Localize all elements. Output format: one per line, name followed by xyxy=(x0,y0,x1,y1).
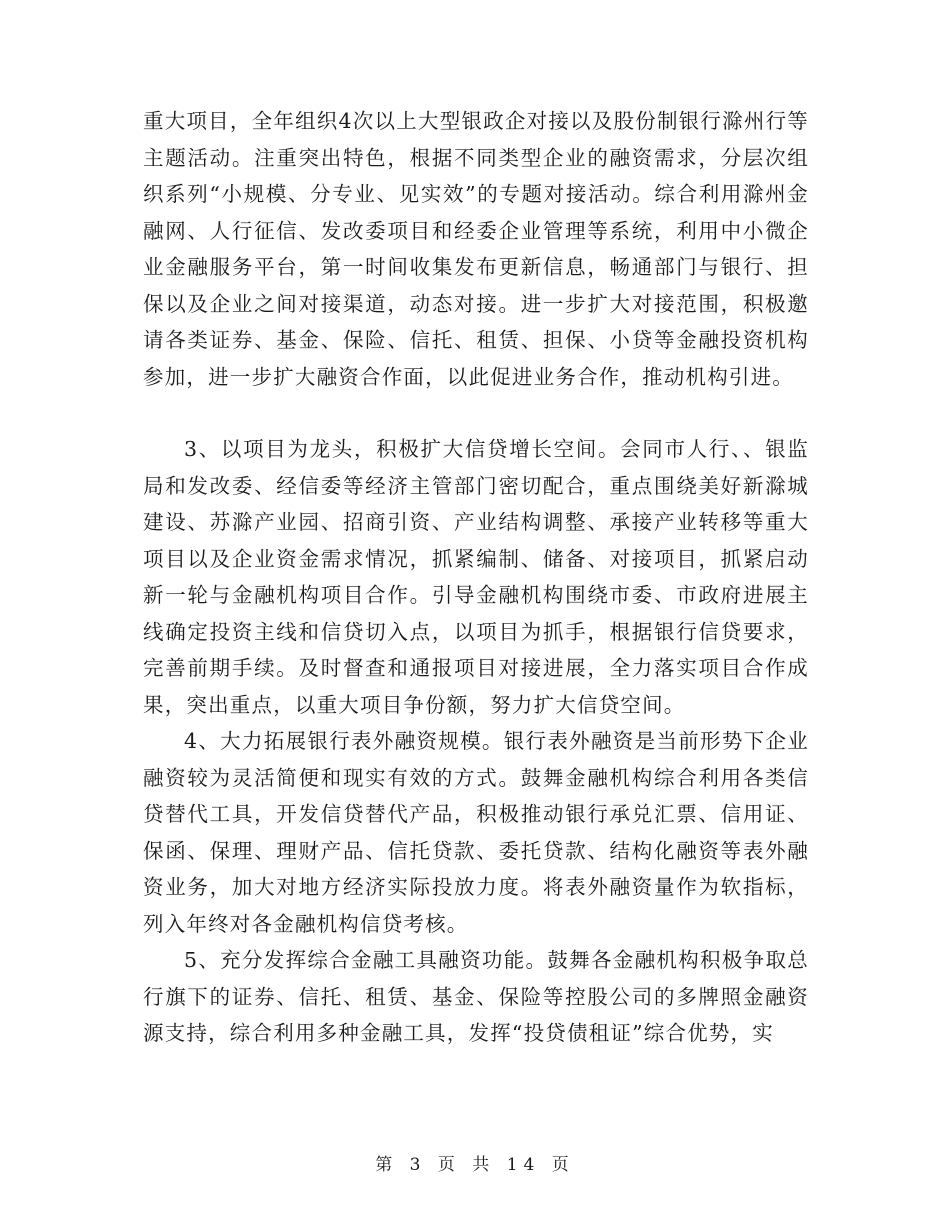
body-text xyxy=(143,103,809,1052)
paragraph-3: 3、以项目为龙头，积极扩大信贷增长空间。会同市人行、、银监局和发改委、经信委等经济主管部门密切配合，重点围绕美好新滁城建设、苏滁产业园、招商引资、产业结构调整、承接产业转移等重大项目以及企业资金需求情况，抓紧编制、储备、对接项目，抓紧启动新一轮与金融机构项目合作。引导金融机构围绕市委、市政府进展主线确定投资主线和信贷切入点，以项目为抓手，根据银行信贷要求，完善前期手续。及时督查和通报项目对接进展，全力落实项目合作成果，突出重点，以重大项目争份额，努力扩大信贷空间。 xyxy=(143,437,809,717)
paragraph-4: 4、大力拓展银行表外融资规模。银行表外融资是当前形势下企业融资较为灵活简便和现实有效的方式。鼓舞金融机构综合利用各类信贷替代工具，开发信贷替代产品，积极推动银行承兑汇票、信用证、保函、保理、理财产品、信托贷款、委托贷款、结构化融资等表外融资业务，加大对地方经济实际投放力度。将表外融资量作为软指标，列入年终对各金融机构信贷考核。 xyxy=(143,729,809,936)
paragraph-continuation: 重大项目，全年组织4次以上大型银政企对接以及股份制银行滁州行等主题活动。注重突出特色，根据不同类型企业的融资需求，分层次组织系列“小规模、分专业、见实效”的专题对接活动。综合利用滁州金融网、人行征信、发改委项目和经委企业管理等系统，利用中小微企业金融服务平台，第一时间收集发布更新信息，畅通部门与银行、担保以及企业之间对接渠道，动态对接。进一步扩大对接范围，积极邀请各类证券、基金、保险、信托、租赁、担保、小贷等金融投资机构参加，进一步扩大融资合作面，以此促进业务合作，推动机构引进。 xyxy=(143,109,809,389)
paragraph-5: 5、充分发挥综合金融工具融资功能。鼓舞各金融机构积极争取总行旗下的证券、信托、租赁、基金、保险等控股公司的多牌照金融资源支持，综合利用多种金融工具，发挥“投贷债租证”综合优势，实 xyxy=(143,948,809,1045)
page-footer: 第 3 页 共 14 页 xyxy=(375,1155,575,1175)
